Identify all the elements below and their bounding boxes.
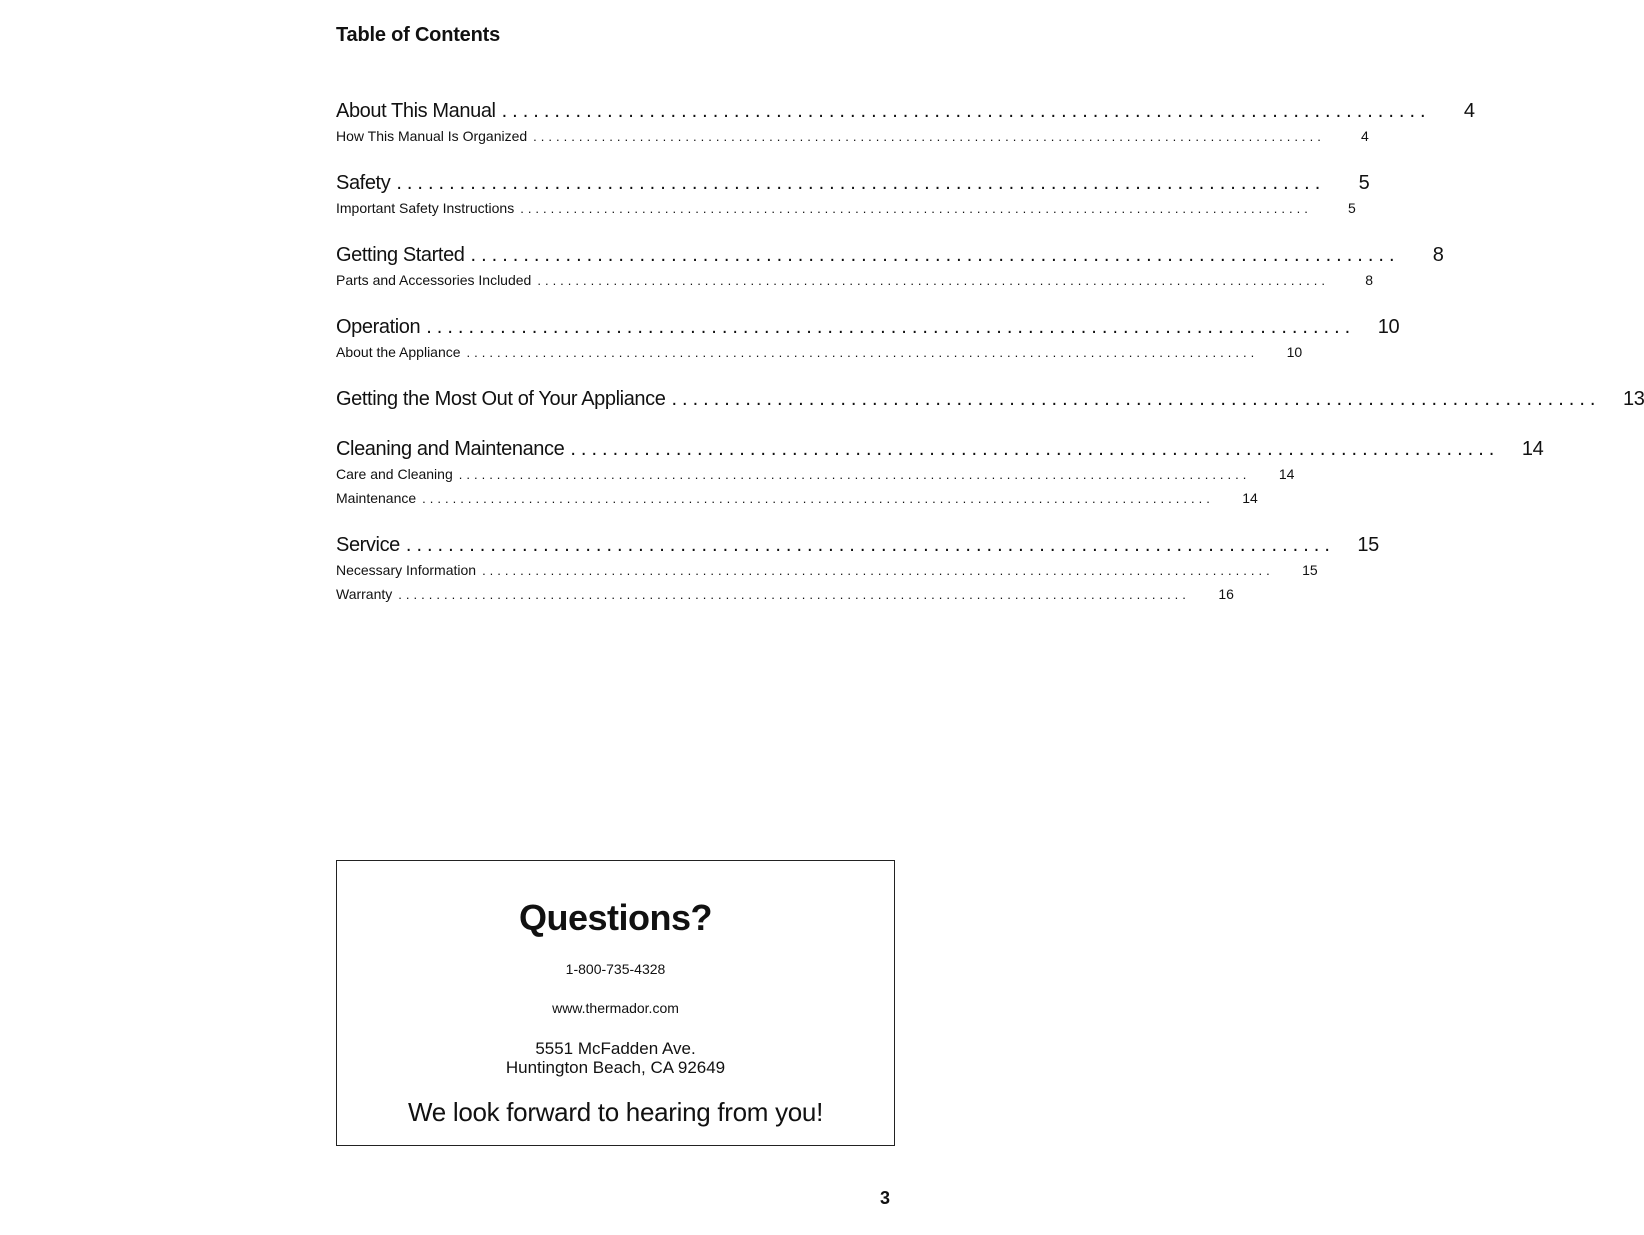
dot-leader: ........................................................................................ (426, 316, 1356, 338)
address-line-1: 5551 McFadden Ave. (535, 1039, 696, 1058)
address-line-2: Huntington Beach, CA 92649 (505, 1058, 726, 1077)
closing-message: We look forward to hearing from you! (407, 1097, 824, 1127)
dot-leader: ........................................................................................ (671, 388, 1601, 410)
toc-entry-label: Safety (336, 172, 391, 194)
table-of-contents (336, 100, 1644, 610)
toc-entry-page: 10 (1377, 316, 1400, 338)
dot-leader: ........................................................................................ (570, 438, 1500, 460)
phone-number[interactable]: 1-800-735-4328 (565, 961, 666, 977)
dot-leader: ........................................................................................................ (422, 491, 1214, 506)
toc-entry-important-safety-instructions[interactable] (336, 200, 1356, 224)
toc-entry-page: 15 (1357, 534, 1379, 556)
toc-entry-getting-started[interactable] (336, 244, 1444, 272)
toc-entry-safety[interactable] (336, 172, 1370, 200)
toc-entry-label: Warranty (336, 586, 393, 602)
toc-entry-getting-the-most-out[interactable] (336, 388, 1644, 416)
toc-entry-operation[interactable] (336, 316, 1400, 344)
toc-entry-page: 5 (1348, 200, 1356, 216)
toc-entry-page: 13 (1623, 388, 1644, 410)
toc-entry-necessary-information[interactable] (336, 562, 1318, 586)
toc-entry-about-this-manual[interactable] (336, 100, 1475, 128)
toc-entry-page: 16 (1218, 586, 1234, 602)
toc-entry-label: Getting Started (336, 244, 465, 266)
toc-entry-maintenance[interactable] (336, 490, 1258, 514)
toc-entry-parts-and-accessories[interactable] (336, 272, 1373, 296)
dot-leader: ........................................................................................................ (398, 587, 1190, 602)
dot-leader: ........................................................................................................ (533, 129, 1325, 144)
dot-leader: ........................................................................................................ (466, 345, 1259, 360)
toc-entry-page: 5 (1358, 172, 1370, 194)
toc-entry-care-and-cleaning[interactable] (336, 466, 1295, 490)
toc-entry-cleaning-and-maintenance[interactable] (336, 438, 1544, 466)
toc-entry-label: Operation (336, 316, 421, 338)
toc-heading: Table of Contents (336, 24, 501, 46)
toc-entry-how-this-manual-is-organized[interactable] (336, 128, 1369, 152)
toc-entry-page: 10 (1286, 344, 1303, 360)
dot-leader: ........................................................................................................ (482, 563, 1274, 578)
toc-entry-page: 14 (1521, 438, 1544, 460)
toc-entry-label: Service (336, 534, 400, 556)
questions-box (336, 860, 895, 1146)
toc-entry-about-the-appliance[interactable] (336, 344, 1303, 368)
toc-entry-label: How This Manual Is Organized (336, 128, 528, 144)
toc-entry-page: 8 (1432, 244, 1444, 266)
dot-leader: ........................................................................................ (396, 172, 1326, 194)
page-number: 3 (880, 1188, 891, 1208)
dot-leader: ........................................................................................ (501, 100, 1431, 122)
toc-entry-label: Necessary Information (336, 562, 477, 578)
toc-entry-page: 4 (1463, 100, 1475, 122)
dot-leader: ........................................................................................................ (537, 273, 1329, 288)
toc-entry-label: Care and Cleaning (336, 466, 453, 482)
toc-entry-label: Cleaning and Maintenance (336, 438, 565, 460)
dot-leader: ........................................................................................ (405, 534, 1335, 556)
toc-entry-label: Important Safety Instructions (336, 200, 515, 216)
toc-entry-page: 14 (1242, 490, 1258, 506)
toc-entry-page: 14 (1278, 466, 1295, 482)
toc-entry-label: About This Manual (336, 100, 496, 122)
toc-entry-page: 8 (1365, 272, 1373, 288)
toc-entry-label: Maintenance (336, 490, 417, 506)
toc-entry-label: Parts and Accessories Included (336, 272, 532, 288)
toc-entry-page: 4 (1361, 128, 1369, 144)
toc-entry-service[interactable] (336, 534, 1379, 562)
toc-entry-label: Getting the Most Out of Your Appliance (336, 388, 666, 410)
dot-leader: ........................................................................................................ (520, 201, 1312, 216)
toc-entry-page: 15 (1302, 562, 1318, 578)
dot-leader: ........................................................................................................ (458, 467, 1251, 482)
dot-leader: ........................................................................................ (470, 244, 1400, 266)
website-link[interactable]: www.thermador.com (552, 1000, 679, 1016)
questions-heading: Questions? (518, 897, 713, 938)
toc-entry-warranty[interactable] (336, 586, 1234, 610)
toc-entry-label: About the Appliance (336, 344, 461, 360)
